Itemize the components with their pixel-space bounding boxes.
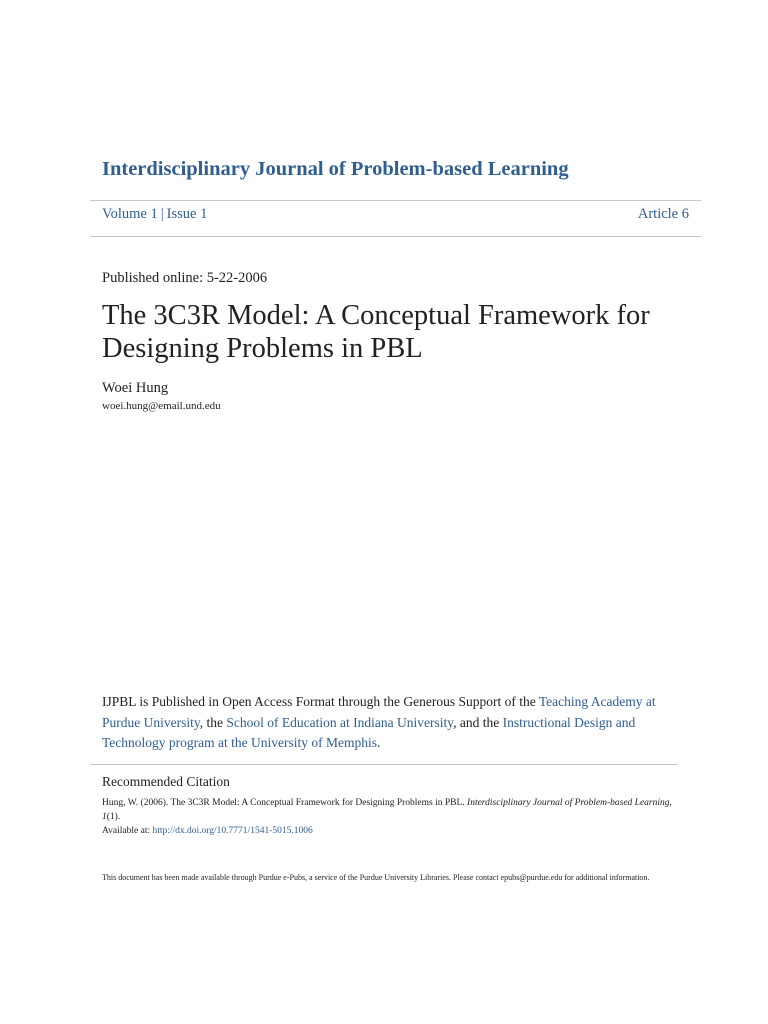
published-date: Published online: 5-22-2006 xyxy=(102,270,268,286)
volume-issue-separator: | xyxy=(160,206,164,222)
footer-note: This document has been made available through Purdue e-Pubs, a service of the Purdue University Libraries. Please contact epubs@purdue.edu for additional information. xyxy=(102,873,650,882)
citation-text-2: (1). xyxy=(106,812,121,822)
author-name: Woei Hung xyxy=(102,380,169,396)
paper-title: The 3C3R Model: A Conceptual Framework for Designing Problems in PBL xyxy=(102,300,650,364)
header-bottom-rule xyxy=(90,236,701,237)
support-statement xyxy=(102,692,682,754)
citation-journal: Interdisciplinary Journal of Problem-based Learning, 1 xyxy=(102,798,672,822)
instructional-design-link[interactable]: Instructional Design and Technology program at the University of Memphis xyxy=(102,714,636,750)
support-rule xyxy=(90,764,678,765)
header-top-rule xyxy=(90,200,701,201)
citation-text-1: Hung, W. (2006). The 3C3R Model: A Conceptual Framework for Designing Problems in PBL. xyxy=(102,798,468,808)
volume-issue xyxy=(102,206,207,223)
issue-link[interactable]: Issue 1 xyxy=(166,206,208,222)
article-link[interactable]: Article 6 xyxy=(637,206,689,222)
support-text-1: IJPBL is Published in Open Access Format through the Generous Support of the xyxy=(102,694,539,709)
school-of-education-link[interactable]: School of Education at Indiana University xyxy=(226,714,454,730)
support-text-3: , and the xyxy=(453,714,503,730)
doi-link[interactable]: http://dx.doi.org/10.7771/1541-5015.1006 xyxy=(152,826,313,836)
available-at-label: Available at: xyxy=(102,826,153,836)
journal-title[interactable]: Interdisciplinary Journal of Problem-based Learning xyxy=(102,158,569,180)
author-email: woei.hung@email.und.edu xyxy=(102,400,221,412)
support-text-2: , the xyxy=(199,714,227,730)
teaching-academy-link[interactable]: Teaching Academy at Purdue University xyxy=(102,694,656,730)
volume-link[interactable]: Volume 1 xyxy=(102,206,158,222)
citation-text xyxy=(102,796,672,838)
support-text-4: . xyxy=(377,735,381,750)
recommended-citation-heading: Recommended Citation xyxy=(102,774,230,789)
